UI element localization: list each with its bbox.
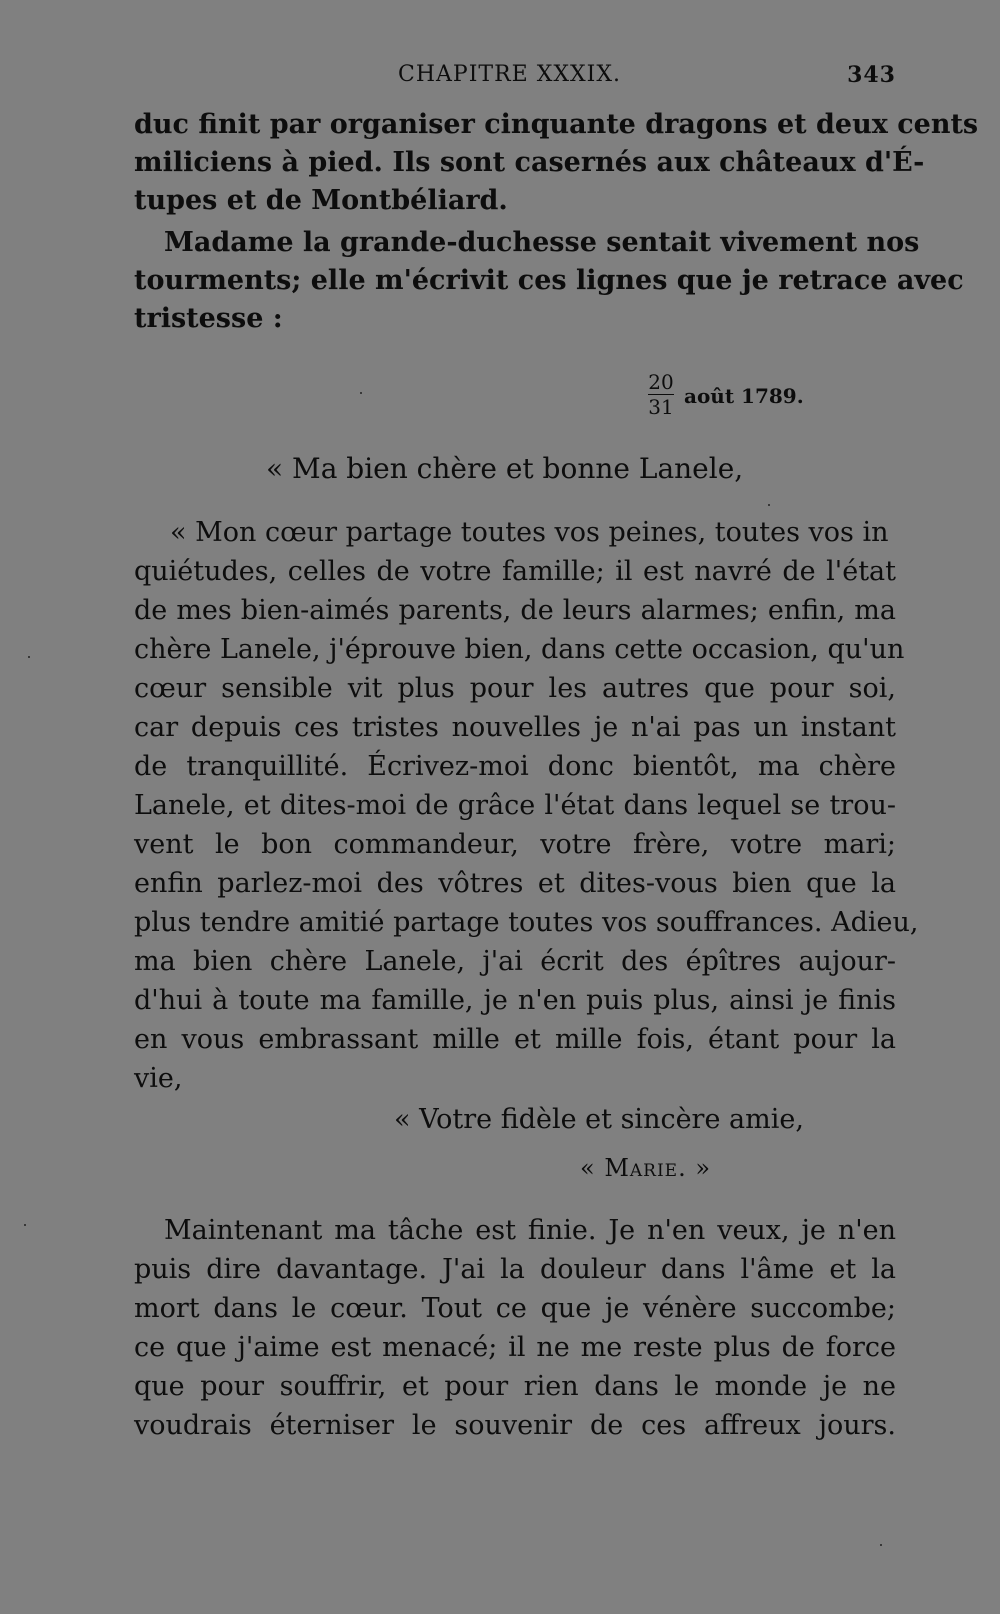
scan-speck [24, 1224, 26, 1226]
letter-line: quiétudes, celles de votre famille; il est navré de l'état [134, 556, 896, 587]
date-fraction-numerator: 20 [648, 370, 674, 394]
paragraph1-line: tupes et de Montbéliard. [134, 185, 508, 216]
paragraph2-line: Madame la grande-duchesse sentait vivement nos [164, 227, 920, 258]
letter-line: plus tendre amitié partage toutes vos souffrances. Adieu, [134, 907, 919, 938]
paragraph1-line: miliciens à pied. Ils sont casernés aux châteaux d'É- [134, 147, 925, 178]
signature-open-quote: « [580, 1154, 605, 1182]
letter-line: de mes bien-aimés parents, de leurs alarmes; enfin, ma [134, 595, 896, 626]
paragraph3-line: mort dans le cœur. Tout ce que je vénère succombe; [134, 1293, 896, 1324]
letter-dateline [648, 370, 848, 430]
letter-line: ma bien chère Lanele, j'ai écrit des épîtres aujour- [134, 946, 896, 977]
chapter-title: CHAPITRE XXXIX. [398, 62, 622, 87]
paragraph3-line: Maintenant ma tâche est finie. Je n'en veux, je n'en [164, 1215, 896, 1246]
letter-line: enfin parlez-moi des vôtres et dites-vous bien que la [134, 868, 896, 899]
letter-line: en vous embrassant mille et mille fois, étant pour la [134, 1024, 896, 1055]
letter-line: vie, [134, 1063, 183, 1094]
paragraph1-line: duc finit par organiser cinquante dragons et deux cents [134, 109, 979, 140]
letter-line: Lanele, et dites-moi de grâce l'état dans lequel se trou- [134, 790, 896, 821]
scan-speck [28, 656, 30, 658]
letter-line: d'hui à toute ma famille, je n'en puis plus, ainsi je finis [134, 985, 896, 1016]
letter-signature [580, 1154, 711, 1182]
paragraph3-line: voudrais éterniser le souvenir de ces affreux jours. [134, 1410, 896, 1441]
letter-line: « Mon cœur partage toutes vos peines, toutes vos in [170, 517, 889, 548]
running-header [134, 62, 896, 98]
letter-salutation: « Ma bien chère et bonne Lanele, [266, 452, 744, 485]
paragraph3-line: ce que j'aime est menacé; il ne me reste plus de force [134, 1332, 896, 1363]
letter-line: car depuis ces tristes nouvelles je n'ai pas un instant [134, 712, 896, 743]
letter-line: chère Lanele, j'éprouve bien, dans cette occasion, qu'un [134, 634, 905, 665]
letter-closing: « Votre fidèle et sincère amie, [394, 1104, 804, 1135]
paragraph3-line: que pour souffrir, et pour rien dans le monde je ne [134, 1371, 896, 1402]
scan-speck [880, 1544, 882, 1546]
date-fraction [648, 370, 674, 419]
date-text: août 1789. [684, 384, 804, 408]
paragraph3-line: puis dire davantage. J'ai la douleur dans l'âme et la [134, 1254, 896, 1285]
paragraph2-line: tourments; elle m'écrivit ces lignes que je retrace avec [134, 265, 964, 296]
signature-name: Marie [604, 1154, 679, 1182]
scan-speck [360, 392, 362, 394]
scan-speck [768, 504, 770, 506]
signature-close-quote: . » [678, 1154, 712, 1182]
page-number: 343 [847, 62, 896, 88]
letter-line: de tranquillité. Écrivez-moi donc bientôt, ma chère [134, 751, 896, 782]
paragraph2-line: tristesse : [134, 303, 283, 334]
date-fraction-denominator: 31 [648, 395, 674, 419]
letter-line: vent le bon commandeur, votre frère, votre mari; [134, 829, 896, 860]
letter-line: cœur sensible vit plus pour les autres que pour soi, [134, 673, 896, 704]
